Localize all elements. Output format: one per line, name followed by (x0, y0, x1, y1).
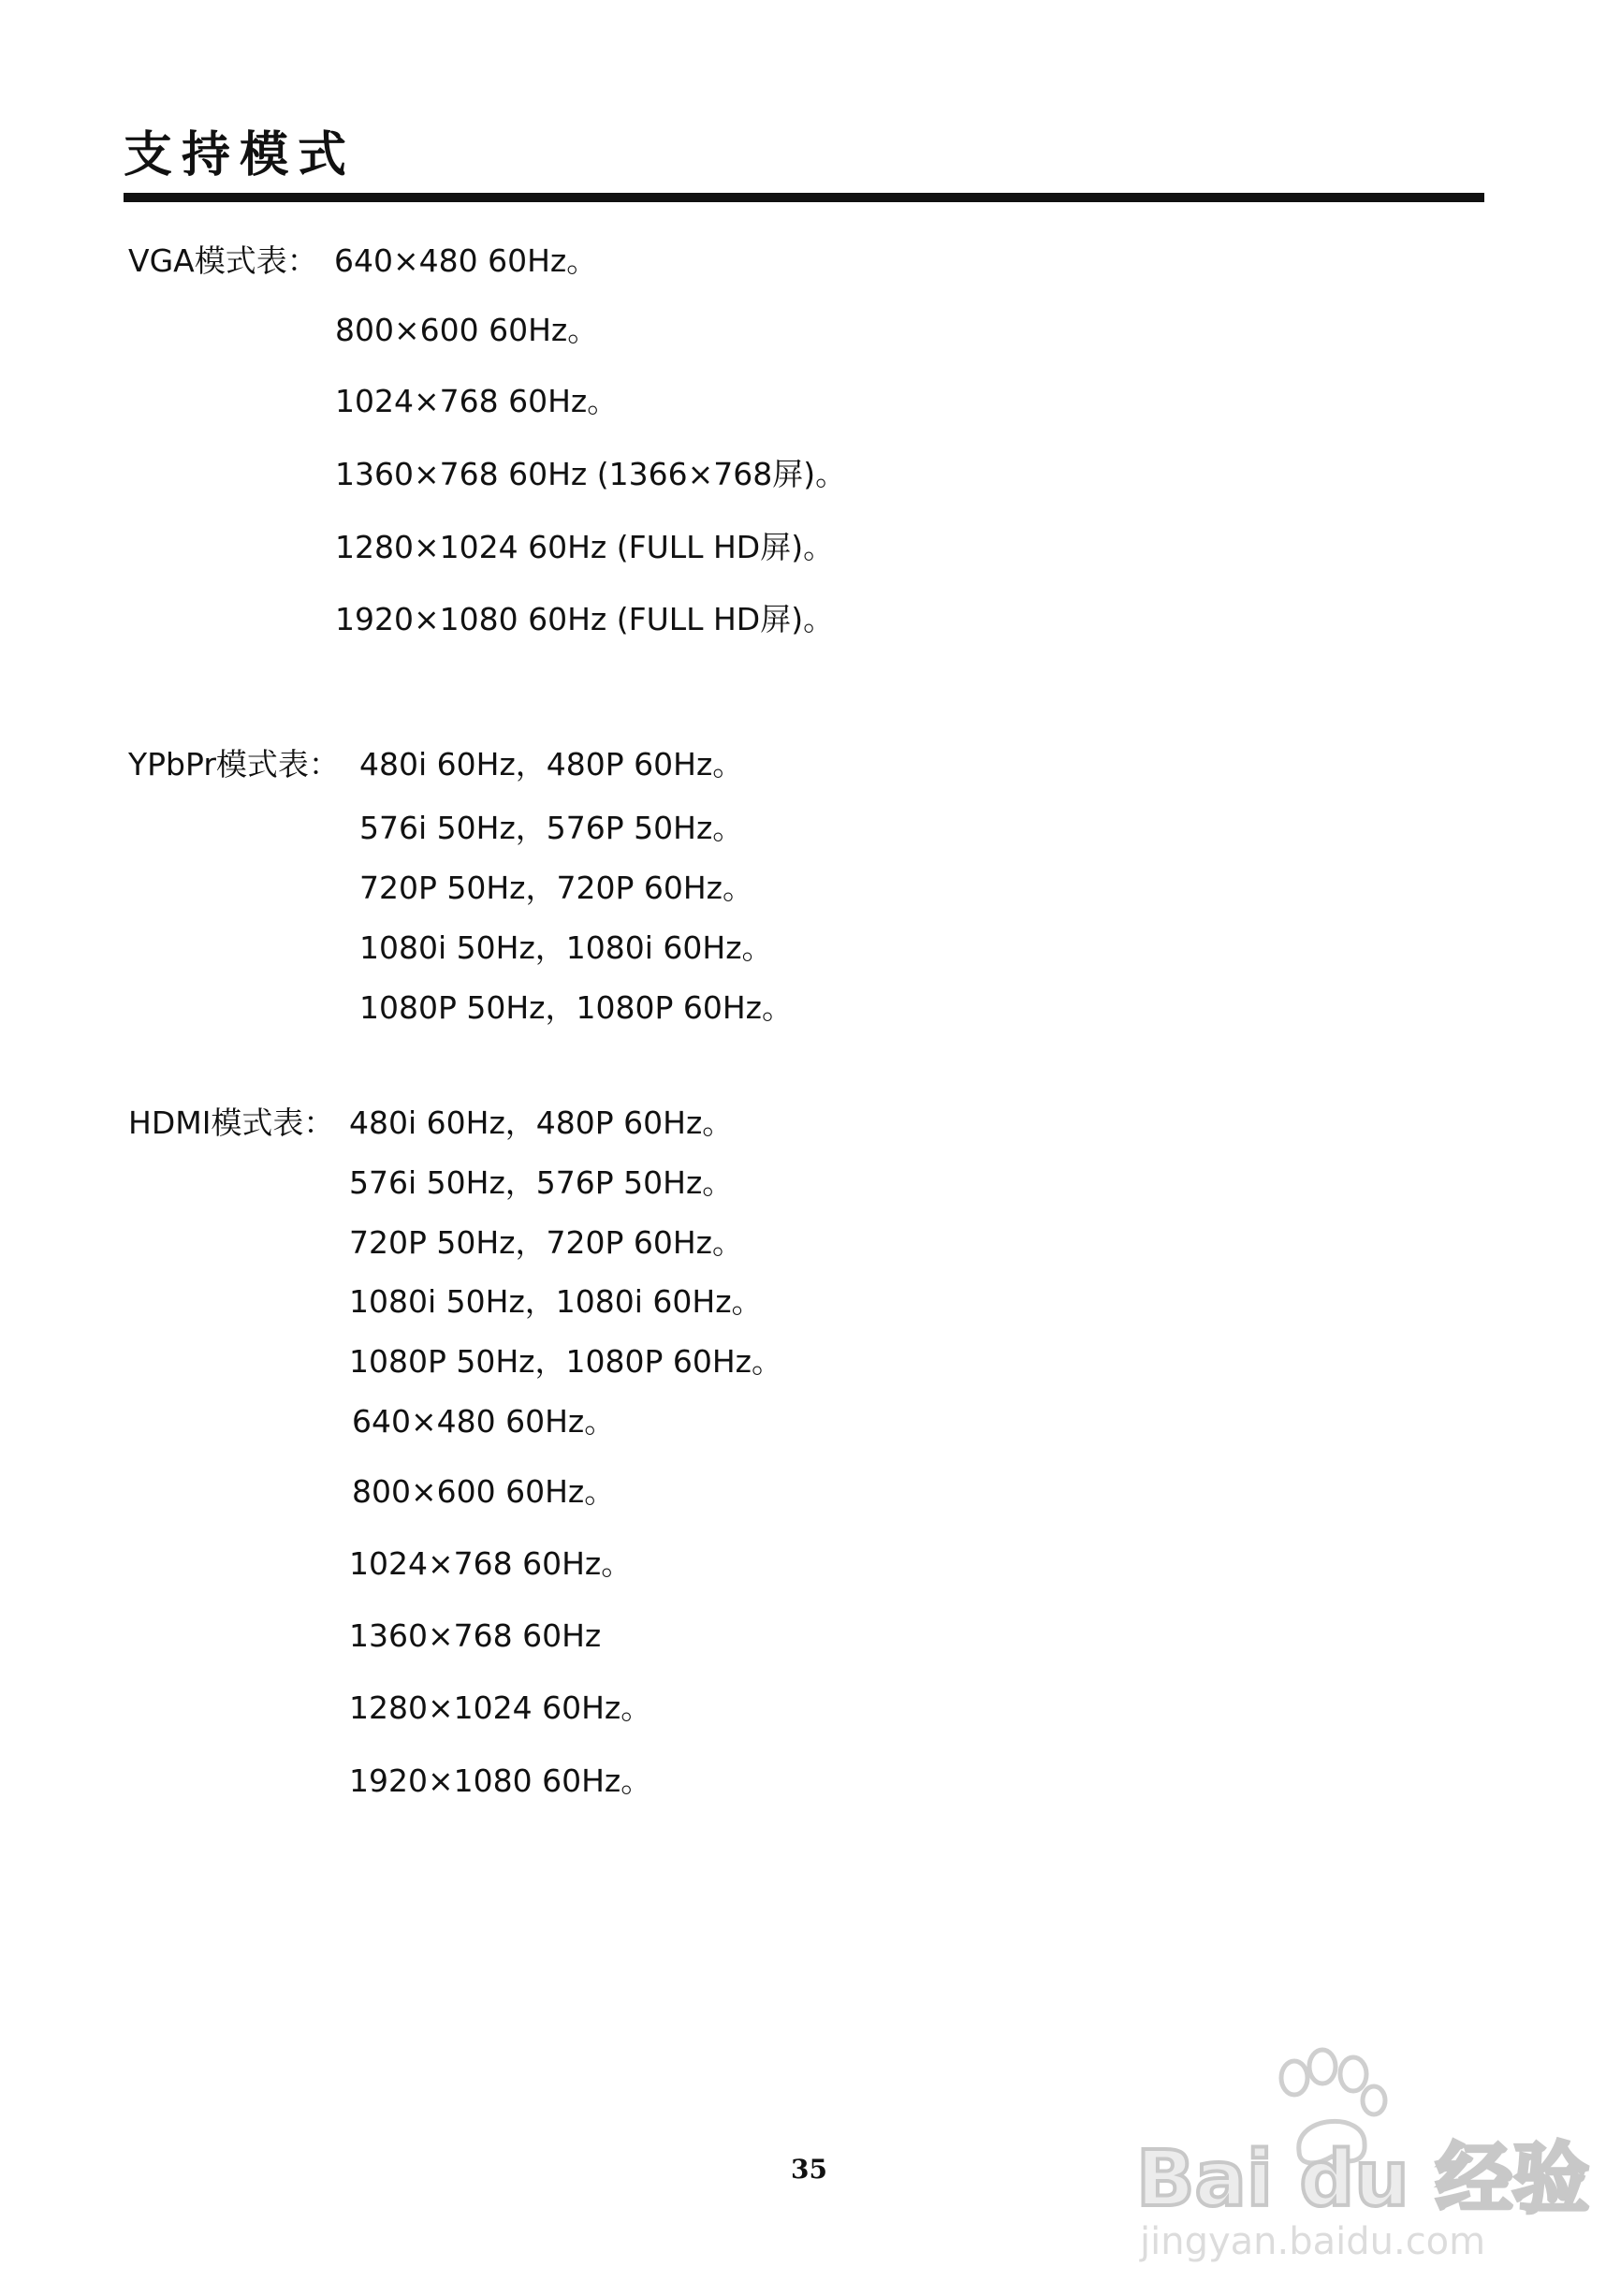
vga-mode-line: 1024×768 60Hz。 (335, 383, 619, 419)
page-title: 支持模式 (124, 126, 357, 183)
ypbpr-section-label: YPbPr模式表： (128, 746, 340, 782)
hdmi-mode-line: 1024×768 60Hz。 (349, 1545, 633, 1582)
page-number: 35 (791, 2154, 827, 2185)
title-divider (124, 193, 1484, 202)
vga-mode-line: 800×600 60Hz。 (335, 312, 599, 348)
ypbpr-mode-line: 576i 50Hz，576P 50Hz。 (359, 810, 744, 846)
hdmi-mode-line: 1080P 50Hz，1080P 60Hz。 (349, 1343, 782, 1380)
hdmi-mode-line: 1920×1080 60Hz。 (349, 1762, 652, 1799)
vga-mode-line: 1920×1080 60Hz (FULL HD屏)。 (335, 601, 835, 637)
vga-mode-line: 640×480 60Hz。 (334, 242, 598, 279)
hdmi-mode-line: 640×480 60Hz。 (352, 1403, 616, 1440)
hdmi-mode-line: 720P 50Hz，720P 60Hz。 (349, 1224, 744, 1261)
ypbpr-mode-line: 1080i 50Hz，1080i 60Hz。 (359, 929, 773, 966)
hdmi-mode-line: 1080i 50Hz，1080i 60Hz。 (349, 1283, 763, 1320)
vga-mode-line: 1280×1024 60Hz (FULL HD屏)。 (335, 529, 835, 565)
ypbpr-mode-line: 1080P 50Hz，1080P 60Hz。 (359, 989, 793, 1026)
hdmi-section-label: HDMI模式表： (128, 1104, 335, 1141)
hdmi-mode-line: 800×600 60Hz。 (352, 1473, 616, 1510)
hdmi-mode-line: 1280×1024 60Hz。 (349, 1689, 652, 1726)
watermark-brand-text: Bai du 经验 (1136, 2135, 1590, 2224)
ypbpr-mode-line: 720P 50Hz，720P 60Hz。 (359, 870, 754, 906)
paw-icon (1131, 2040, 1590, 2265)
watermark-url-text: jingyan.baidu.com (1140, 2220, 1486, 2263)
hdmi-mode-line: 1360×768 60Hz (349, 1617, 602, 1654)
hdmi-mode-line: 576i 50Hz，576P 50Hz。 (349, 1164, 734, 1201)
vga-section-label: VGA模式表： (128, 242, 318, 279)
ypbpr-mode-line: 480i 60Hz，480P 60Hz。 (359, 746, 744, 782)
vga-mode-line: 1360×768 60Hz (1366×768屏)。 (335, 456, 847, 492)
watermark-logo (1131, 2040, 1590, 2265)
hdmi-mode-line: 480i 60Hz，480P 60Hz。 (349, 1104, 734, 1141)
